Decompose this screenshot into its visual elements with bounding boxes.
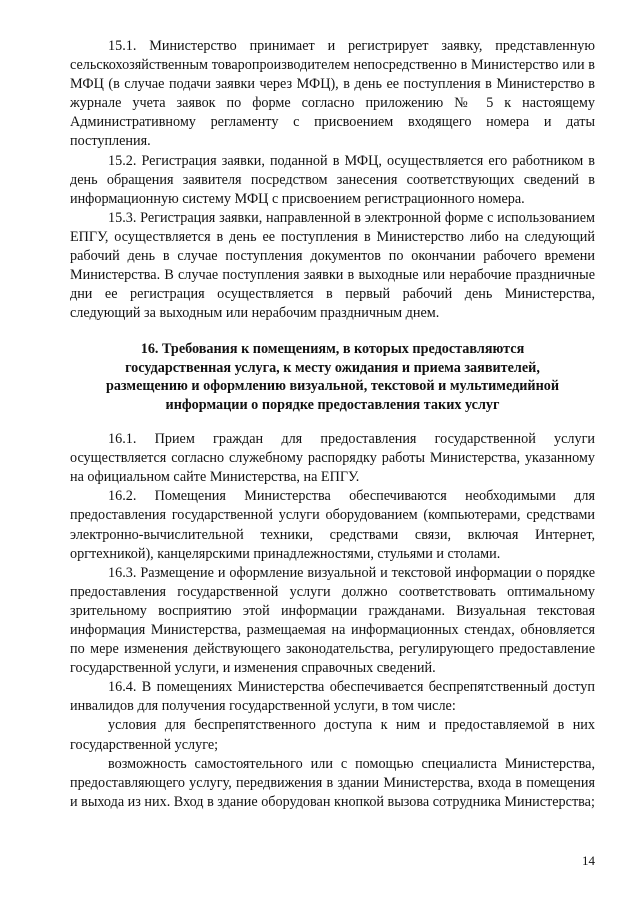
- section-heading-line: государственная услуга, к месту ожидания и приема заявителей,: [125, 359, 540, 376]
- paragraph-15-3: 15.3. Регистрация заявки, направленной в электронной форме с использованием ЕПГУ, осуществляется в день ее поступления в Министерство либо на следующий рабочий день в случае поступления документов по окончании рабочего времени Министерства. В случае поступления заявки в выходные или нерабочие праздничные дни ее регистрация осуществляется в первый рабочий день Министерства, следующий за выходным или нерабочим праздничным днем.: [70, 209, 595, 322]
- list-item-movement-possibility: возможность самостоятельного или с помощью специалиста Министерства, предоставляющего услугу, передвижения в здании Министерства, входа в помещения и выхода из них. Вход в здание оборудован кнопкой вызова сотрудника Министерства;: [70, 755, 595, 810]
- paragraph-16-4: 16.4. В помещениях Министерства обеспечивается беспрепятственный доступ инвалидов для получения государственной услуги, в том числе:: [70, 679, 595, 715]
- section-heading-line: информации о порядке предоставления таких услуг: [165, 396, 500, 413]
- section-heading-line: 16. Требования к помещениям, в которых предоставляются: [140, 341, 525, 358]
- section-heading-line: размещению и оформлению визуальной, текстовой и мультимедийной: [105, 378, 560, 395]
- paragraph-16-2: 16.2. Помещения Министерства обеспечиваются необходимыми для предоставления государственной услуги оборудованием (компьютерами, средствами электронно-вычислительной техники, средствами связи, включая Интернет, оргтехникой), канцелярскими принадлежностями, стульями и столами.: [70, 488, 595, 562]
- paragraph-15-1: 15.1. Министерство принимает и регистрирует заявку, представленную сельскохозяйственным товаропроизводителем непосредственно в Министерство или в МФЦ (в случае подачи заявки через МФЦ), в день ее поступления в Министерство в журнале учета заявок по форме согласно приложению № 5 к настоящему Административному регламенту с присвоением входящего номера и даты поступления.: [70, 38, 595, 150]
- list-item-access-conditions: условия для беспрепятственного доступа к ним и предоставляемой в них государственной услуге;: [70, 717, 595, 753]
- section-heading-16: [70, 340, 595, 414]
- paragraph-15-2: 15.2. Регистрация заявки, поданной в МФЦ, осуществляется его работником в день обращения заявителя посредством занесения соответствующих сведений в информационную систему МФЦ с присвоением регистрационного номера.: [70, 152, 595, 207]
- page-number: 14: [582, 853, 595, 868]
- paragraph-16-3: 16.3. Размещение и оформление визуальной и текстовой информации о порядке предоставления государственной услуги должно соответствовать оптимальному зрительному восприятию этой информации гражданами. Визуальная текстовая информация Министерства, размещаемая на информационных стендах, обновляется по мере изменения действующего законодательства, регулирующего предоставление государственной услуги, и изменения справочных сведений.: [70, 564, 595, 677]
- paragraph-16-1: 16.1. Прием граждан для предоставления государственной услуги осуществляется согласно служебному распорядку работы Министерства, указанному на официальном сайте Министерства, на ЕПГУ.: [70, 431, 595, 486]
- document-page: [70, 37, 595, 812]
